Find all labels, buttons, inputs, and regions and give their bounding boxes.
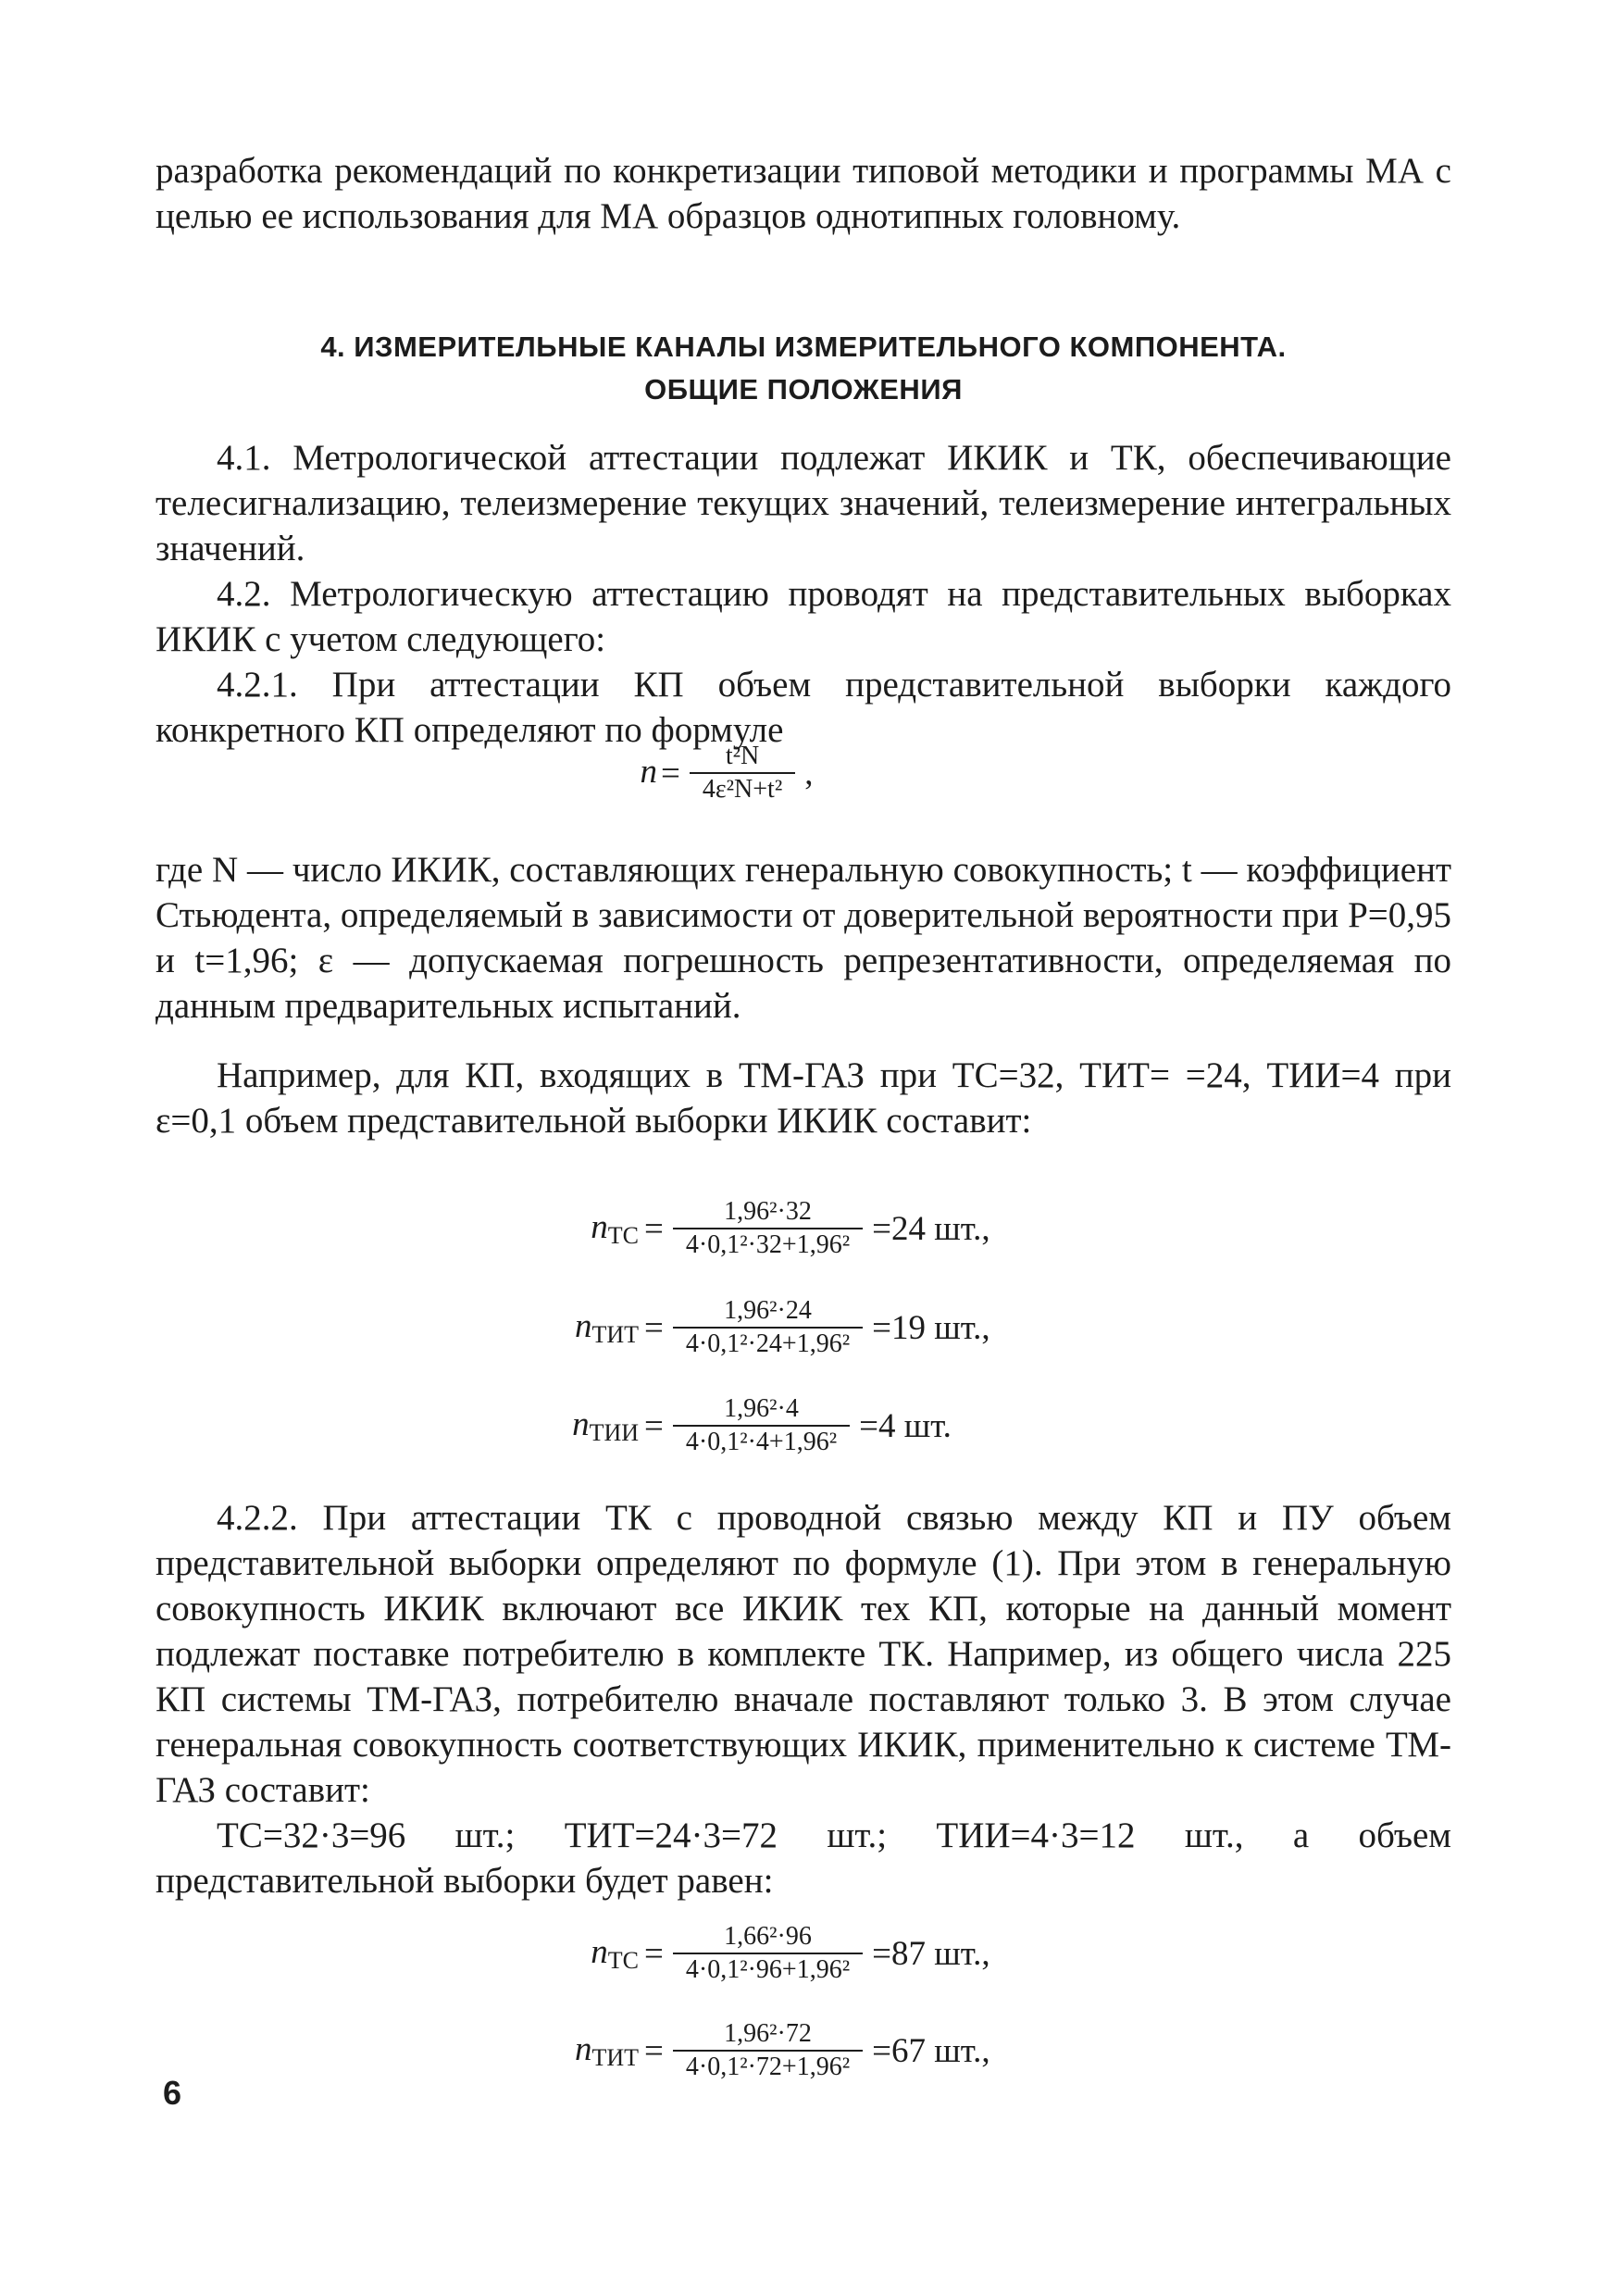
formula-denominator: 4·0,1²·24+1,96²: [685, 1329, 851, 1358]
formula-numerator: 1,96²·32: [724, 1197, 812, 1226]
formula-denominator: 4·0,1²·96+1,96²: [685, 1955, 851, 1984]
formula-numerator: 1,96²·72: [724, 2019, 812, 2048]
formula-fraction: [673, 1393, 850, 1458]
section-heading-line2: ОБЩИЕ ПОЛОЖЕНИЯ: [644, 373, 963, 406]
formula-result: =87 шт.,: [872, 1934, 990, 1973]
formula-result: =24 шт.,: [872, 1209, 990, 1248]
formula-lhs: $n_{ТИИ}$: [572, 1405, 639, 1446]
paragraph-text: разработка рекомендаций по конкретизации типовой методики и программы МА с целью ее использования для МА образцов однотипных головному.: [156, 151, 1451, 236]
formula-denominator: 4ε²N+t²: [702, 775, 783, 804]
formula-denominator: 4·0,1²·4+1,96²: [685, 1428, 838, 1456]
paragraph-4-1: 4.1. Метрологической аттестации подлежат ИКИК и ТК, обеспечивающие телесигнализацию, телеизмерение текущих значений, телеизмерение интегральных значений.: [156, 438, 1451, 568]
paragraph-4-2-2: 4.2.2. При аттестации ТК с проводной связью между КП и ПУ объем представительной выборки определяют по формуле (1). При этом в генеральную совокупность ИКИК включают все ИКИК тех КП, которые на данный момент подлежат поставке потребителю в комплекте ТК. Например, из общего числа 225 КП системы ТМ-ГАЗ, потребителю вначале поставляют только 3. В этом случае генеральная совокупность соответствующих ИКИК, применительно к системе ТМ-ГАЗ составит:: [156, 1498, 1451, 1810]
formula-n-tc-1: $n_{ТС}$ = $\frac{\text{1,96²·32}}{\text{4·0,1²·32+1,96²}}$ =24 шт.,: [500, 1196, 990, 1261]
formula-fraction: [673, 1921, 863, 1986]
formula-fraction: [673, 1196, 863, 1261]
formula-lhs: $n_{ТС}$: [591, 1933, 639, 1974]
section-heading-line1: 4. ИЗМЕРИТЕЛЬНЫЕ КАНАЛЫ ИЗМЕРИТЕЛЬНОГО КОМПОНЕНТА.: [320, 331, 1287, 363]
paragraph-text: Например, для КП, входящих в ТМ-ГАЗ при ТС=32, ТИТ= =24, ТИИ=4 при ε=0,1 объем представительной выборки ИКИК составит:: [156, 1055, 1451, 1141]
section-heading: [156, 326, 1451, 411]
formula-n-tit-2: $n_{ТИТ}$ = $\frac{\text{1,96²·72}}{\text{4·0,1²·72+1,96²}}$ =67 шт.,: [500, 2018, 990, 2083]
formula-n-tii-1: $n_{ТИИ}$ = $\frac{\text{1,96²·4}}{\text{4·0,1²·4+1,96²}}$ =4 шт.: [500, 1393, 952, 1458]
formula-result: =19 шт.,: [872, 1308, 990, 1347]
formula-numerator: 1,96²·24: [724, 1296, 812, 1325]
formula-numerator: 1,96²·4: [724, 1394, 799, 1423]
formula-fraction: [673, 1295, 863, 1360]
formula-result: =4 шт.: [859, 1406, 952, 1445]
formula-result: =67 шт.,: [872, 2031, 990, 2070]
paragraphs-4-2-2: [156, 1495, 1451, 1903]
formula-lhs: n: [640, 753, 657, 791]
page-number: 6: [163, 2074, 182, 2112]
paragraph-4-2: 4.2. Метрологическую аттестацию проводят на представительных выборках ИКИК с учетом следующего:: [156, 574, 1451, 659]
formula-sample-size: n = $\frac{\text{t²N}}{\text{4ε²N+t²}}$ ,: [620, 741, 813, 805]
formula-n-tit-1: $n_{ТИТ}$ = $\frac{\text{1,96²·24}}{\text{4·0,1²·24+1,96²}}$ =19 шт.,: [500, 1295, 990, 1360]
formula-lhs: $n_{ТИТ}$: [574, 2030, 639, 2071]
paragraph-4-2-1: 4.2.1. При аттестации КП объем представительной выборки каждого конкретного КП определяют по формуле: [156, 665, 1451, 750]
paragraph-where: [156, 847, 1451, 1029]
formula-lhs: $n_{ТС}$: [591, 1208, 639, 1249]
paragraph-text: где N — число ИКИК, составляющих генеральную совокупность; t — коэффициент Стьюдента, определяемый в зависимости от доверительной вероятности при P=0,95 и t=1,96; ε — допускаемая погрешность репрезентативности, определяемая по данным предварительных испытаний.: [156, 850, 1451, 1026]
formula-fraction: [690, 741, 795, 805]
formula-denominator: 4·0,1²·32+1,96²: [685, 1230, 851, 1259]
paragraphs-4-1-4-2-1: [156, 435, 1451, 753]
paragraph-totals: ТС=32·3=96 шт.; ТИТ=24·3=72 шт.; ТИИ=4·3=12 шт., а объем представительной выборки будет равен:: [156, 1816, 1451, 1901]
formula-lhs: $n_{ТИТ}$: [574, 1307, 639, 1348]
formula-denominator: 4·0,1²·72+1,96²: [685, 2053, 851, 2081]
formula-fraction: [673, 2018, 863, 2083]
formula-numerator: t²N: [725, 742, 760, 770]
paragraph-intro: [156, 148, 1451, 239]
formula-n-tc-2: $n_{ТС}$ = $\frac{\text{1,66²·96}}{\text{4·0,1²·96+1,96²}}$ =87 шт.,: [500, 1921, 990, 1986]
paragraph-example: [156, 1053, 1451, 1143]
formula-result: ,: [804, 754, 814, 792]
formula-numerator: 1,66²·96: [724, 1922, 812, 1951]
